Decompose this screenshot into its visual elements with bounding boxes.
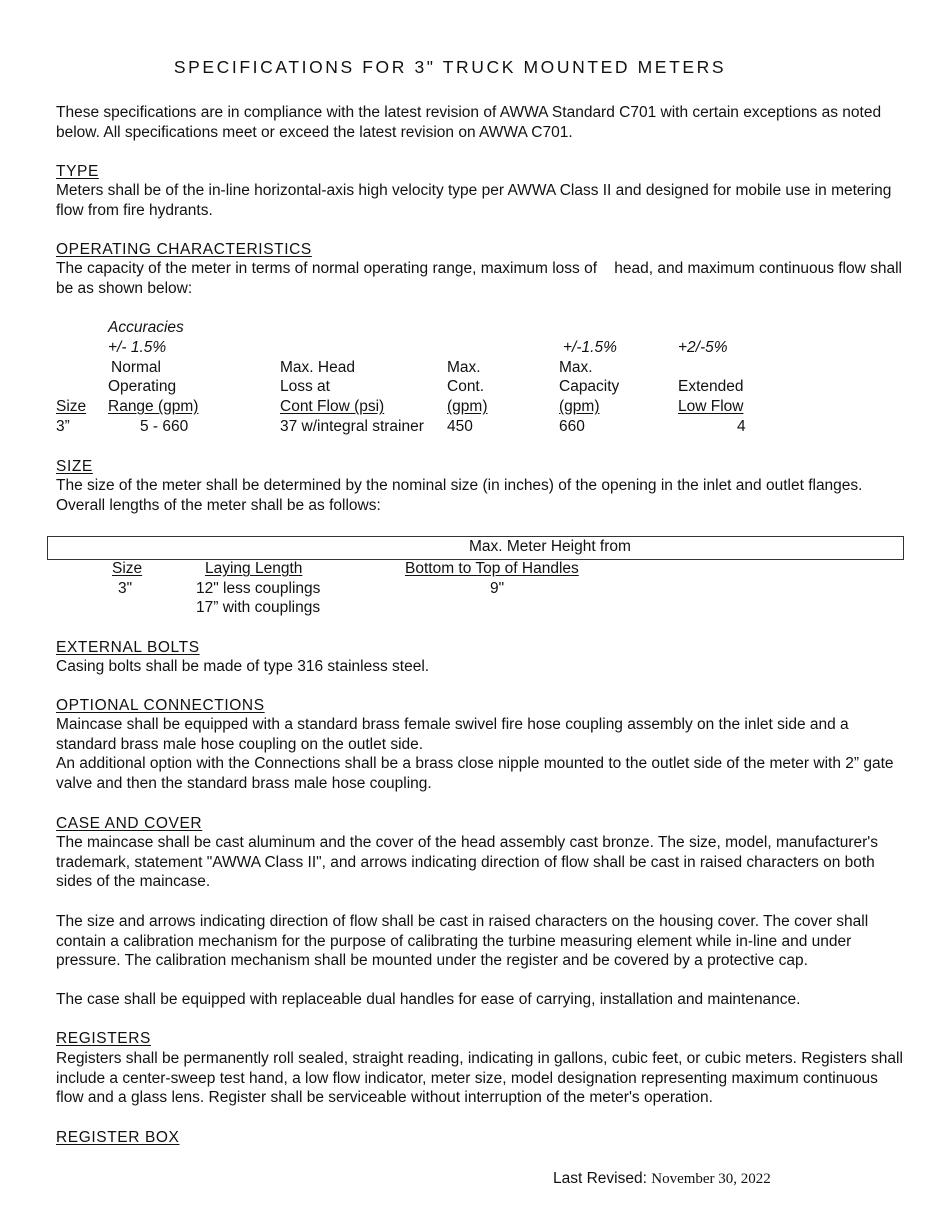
size-row-length-1: 12" less couplings bbox=[196, 580, 321, 597]
header-loss-2: Loss at bbox=[280, 378, 330, 395]
registers-heading: REGISTERS bbox=[56, 1030, 151, 1047]
connections-text bbox=[56, 715, 906, 793]
header-low-1: Extended bbox=[678, 378, 744, 395]
register-box-heading: REGISTER BOX bbox=[56, 1129, 180, 1146]
type-heading: TYPE bbox=[56, 163, 99, 180]
header-loss-1: Max. Head bbox=[280, 359, 355, 376]
operating-text: The capacity of the meter in terms of normal operating range, maximum loss of head, and maximum continuous flow shall be as shown below: bbox=[56, 260, 907, 297]
connections-paragraph-1: Maincase shall be equipped with a standard brass female swivel fire hose coupling assembly on the inlet side and a standard brass male hose coupling on the outlet side. bbox=[56, 716, 849, 753]
operating-heading: OPERATING CHARACTERISTICS bbox=[56, 241, 312, 258]
registers-text: Registers shall be permanently roll sealed, straight reading, indicating in gallons, cubic feet, or cubic meters. Registers shall include a center-sweep test hand, a low flow indicator, meter size, model designation representing maximum continuous flow and a glass lens. Register shall be serviceable without interruption of the meter's operation. bbox=[56, 1050, 903, 1107]
case-heading: CASE AND COVER bbox=[56, 815, 203, 832]
height-header-1: Max. Meter Height from bbox=[469, 538, 631, 555]
height-header-2: Bottom to Top of Handles bbox=[405, 560, 579, 577]
footer-label: Last Revised: bbox=[553, 1170, 647, 1187]
header-cont-1: Max. bbox=[447, 359, 481, 376]
size-col-length: Laying Length bbox=[205, 560, 303, 577]
page-title: SPECIFICATIONS FOR 3" TRUCK MOUNTED METERS bbox=[173, 57, 727, 77]
footer-date: November 30, 2022 bbox=[651, 1171, 771, 1187]
header-cap-2: Capacity bbox=[559, 378, 620, 395]
row-capacity: 660 bbox=[559, 418, 585, 435]
header-range-1: Normal bbox=[111, 359, 161, 376]
type-text: Meters shall be of the in-line horizontal-axis high velocity type per AWWA Class II and designed for mobile use in metering flow from fire hydrants. bbox=[56, 182, 892, 219]
header-range-2: Operating bbox=[108, 378, 177, 395]
size-heading: SIZE bbox=[56, 458, 93, 475]
size-row-size: 3" bbox=[118, 580, 133, 597]
accuracy-range-value: +/- 1.5% bbox=[108, 339, 167, 356]
connections-paragraph-2: An additional option with the Connections shall be a brass close nipple mounted to the outlet side of the meter with 2” gate valve and then the standard brass male hose coupling. bbox=[56, 755, 894, 792]
header-size: Size bbox=[56, 398, 87, 415]
size-row-length-2: 17” with couplings bbox=[196, 599, 321, 616]
row-low-flow: 4 bbox=[737, 418, 746, 435]
footer bbox=[553, 1169, 771, 1190]
size-text: The size of the meter shall be determined by the nominal size (in inches) of the opening in the inlet and outlet flanges. Overall lengths of the meter shall be as follows: bbox=[56, 477, 863, 514]
header-cap-3: (gpm) bbox=[559, 398, 600, 415]
size-row-height: 9" bbox=[490, 580, 505, 597]
row-range: 5 - 660 bbox=[140, 418, 189, 435]
header-loss-3: Cont Flow (psi) bbox=[280, 398, 385, 415]
connections-heading: OPTIONAL CONNECTIONS bbox=[56, 697, 265, 714]
intro-paragraph: These specifications are in compliance with the latest revision of AWWA Standard C701 with certain exceptions as noted below. All specifications meet or exceed the latest revision on AWWA C701. bbox=[56, 104, 882, 141]
accuracy-capacity-value: +/-1.5% bbox=[563, 339, 617, 356]
size-col-size: Size bbox=[112, 560, 143, 577]
header-cont-3: (gpm) bbox=[447, 398, 488, 415]
row-size: 3” bbox=[56, 418, 70, 435]
case-paragraph-1: The maincase shall be cast aluminum and the cover of the head assembly cast bronze. The size, model, manufacturer's trademark, statement "AWWA Class II", and arrows indicating direction of flow shall be cast in raised characters on both sides of the maincase. bbox=[56, 834, 879, 891]
accuracy-low-flow-value: +2/-5% bbox=[678, 339, 728, 356]
header-cap-1: Max. bbox=[559, 359, 593, 376]
accuracies-label: Accuracies bbox=[108, 319, 184, 336]
bolts-heading: EXTERNAL BOLTS bbox=[56, 639, 200, 656]
header-range-3: Range (gpm) bbox=[108, 398, 199, 415]
row-loss: 37 w/integral strainer bbox=[280, 418, 424, 435]
case-paragraph-3: The case shall be equipped with replaceable dual handles for ease of carrying, installation and maintenance. bbox=[56, 991, 801, 1008]
case-paragraph-2: The size and arrows indicating direction of flow shall be cast in raised characters on the housing cover. The cover shall contain a calibration mechanism for the purpose of calibrating the turbine measuring element while in-line and under pressure. The calibration mechanism shall be mounted under the register and be covered by a protective cap. bbox=[56, 913, 869, 970]
bolts-text: Casing bolts shall be made of type 316 stainless steel. bbox=[56, 658, 430, 675]
row-cont: 450 bbox=[447, 418, 473, 435]
header-cont-2: Cont. bbox=[447, 378, 485, 395]
header-low-2: Low Flow bbox=[678, 398, 744, 415]
